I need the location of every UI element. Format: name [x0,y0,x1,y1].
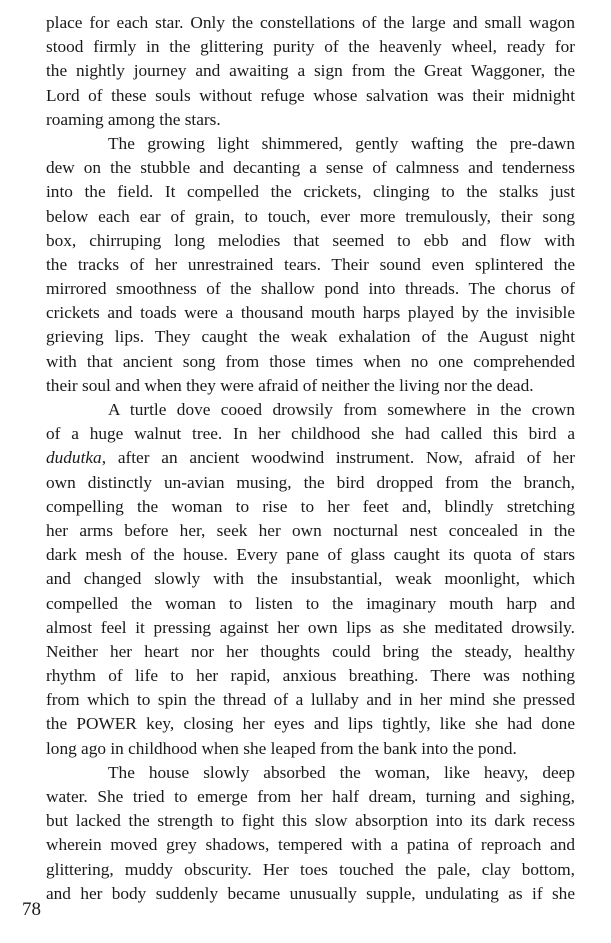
text-line: stood firmly in the glittering purity of the heavenly wheel, ready for [46,37,575,57]
text-line: and changed slowly with the insubstantial, weak moonlight, which [46,569,575,589]
text-line: box, chirruping long melodies that seemed to ebb and flow with [46,230,575,250]
text-line: glittering, muddy obscurity. Her toes touched the pale, clay bottom, [46,859,575,879]
text-line: dew on the stubble and decanting a sense of calmness and tenderness [46,158,575,178]
text-line: her arms before her, seek her own nocturnal nest concealed in the [46,520,575,540]
text-line: rhythm of life to her rapid, anxious breathing. There was nothing [46,666,575,686]
paragraph [46,132,575,398]
text-line: compelling the woman to rise to her feet and, blindly stretching [46,496,575,516]
text-line: The growing light shimmered, gently wafting the pre-dawn [108,133,575,153]
text-line: place for each star. Only the constellations of the large and small wagon [46,13,575,32]
paragraph [46,761,575,906]
text-line: the nightly journey and awaiting a sign from the Great Waggoner, the [46,61,575,81]
text-line: crickets and toads were a thousand mouth harps played by the invisible [46,303,575,323]
text-line: Neither her heart nor her thoughts could bring the steady, healthy [46,641,575,661]
text-line: into the field. It compelled the crickets, clinging to the stalks just [46,182,575,202]
text-line: and her body suddenly became unusually supple, undulating as if she [46,883,575,903]
text-line: from which to spin the thread of a lullaby and in her mind she pressed [46,690,575,710]
text-line: A turtle dove cooed drowsily from somewhere in the crown [108,400,575,419]
page-number: 78 [22,899,41,920]
text-line: long ago in childhood when she leaped from the bank into the pond. [46,738,517,758]
text-line: but lacked the strength to fight this slow absorption into its dark recess [46,811,575,831]
paragraph [46,398,575,761]
text-line: grieving lips. They caught the weak exhalation of the August night [46,327,575,347]
text-line: compelled the woman to listen to the imaginary mouth harp and [46,593,575,613]
text-line: water. She tried to emerge from her half dream, turning and sighing, [46,787,575,806]
text-line: The house slowly absorbed the woman, like heavy, deep [108,762,575,782]
text-line: dudutka, after an ancient woodwind instrument. Now, afraid of her [46,448,575,468]
text-line: Lord of these souls without refuge whose salvation was their midnight [46,85,575,105]
text-line: wherein moved grey shadows, tempered with a patina of reproach and [46,835,575,855]
text-line: almost feel it pressing against her own lips as she meditated drowsily. [46,617,575,637]
body-text [46,11,575,906]
paragraph [46,11,575,132]
text-line: mirrored smoothness of the shallow pond into threads. The chorus of [46,279,575,299]
text-line: their soul and when they were afraid of neither the living nor the dead. [46,375,534,395]
text-line: dark mesh of the house. Every pane of glass caught its quota of stars [46,545,575,565]
text-line: with that ancient song from those times when no one comprehended [46,351,575,371]
text-line: of a huge walnut tree. In her childhood she had called this bird a [46,424,575,444]
text-line: the POWER key, closing her eyes and lips tightly, like she had done [46,714,575,734]
text-line: own distinctly un-avian musing, the bird dropped from the branch, [46,472,575,492]
text-line: roaming among the stars. [46,109,221,129]
text-line: below each ear of grain, to touch, ever more tremulously, their song [46,206,575,226]
text-line: the tracks of her unrestrained tears. Their sound even splintered the [46,254,575,274]
